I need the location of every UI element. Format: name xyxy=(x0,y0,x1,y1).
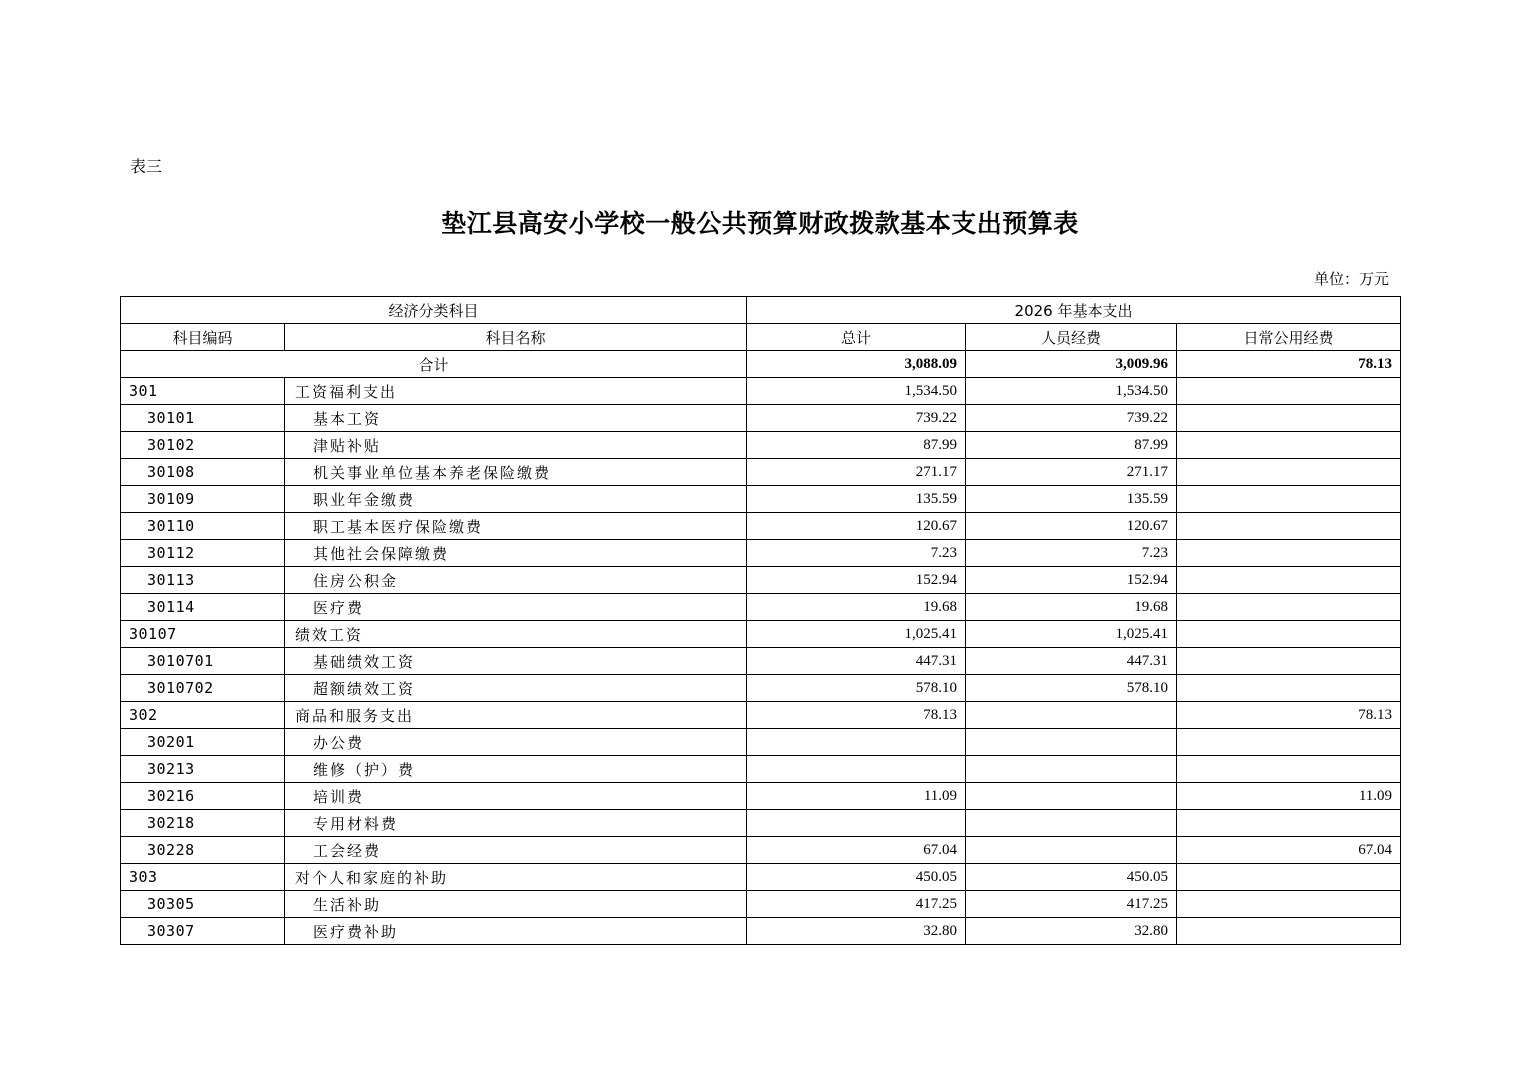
row-name: 其他社会保障缴费 xyxy=(285,540,747,567)
row-personnel: 7.23 xyxy=(966,540,1177,567)
row-personnel xyxy=(966,729,1177,756)
row-public xyxy=(1177,918,1401,945)
row-public xyxy=(1177,648,1401,675)
row-public: 11.09 xyxy=(1177,783,1401,810)
row-code: 3010701 xyxy=(121,648,285,675)
table-row xyxy=(121,837,1401,864)
row-public xyxy=(1177,675,1401,702)
table-row xyxy=(121,621,1401,648)
row-personnel: 1,534.50 xyxy=(966,378,1177,405)
row-public xyxy=(1177,432,1401,459)
row-total: 450.05 xyxy=(747,864,966,891)
document-title: 垫江县高安小学校一般公共预算财政拨款基本支出预算表 xyxy=(441,209,1079,238)
row-personnel: 271.17 xyxy=(966,459,1177,486)
row-name: 基本工资 xyxy=(285,405,747,432)
row-total: 447.31 xyxy=(747,648,966,675)
row-total: 1,025.41 xyxy=(747,621,966,648)
row-total: 120.67 xyxy=(747,513,966,540)
row-personnel: 32.80 xyxy=(966,918,1177,945)
row-personnel: 417.25 xyxy=(966,891,1177,918)
row-public xyxy=(1177,405,1401,432)
row-name: 基础绩效工资 xyxy=(285,648,747,675)
header-year-basic-expenditure: 2026 年基本支出 xyxy=(747,297,1401,324)
row-total: 417.25 xyxy=(747,891,966,918)
row-personnel: 1,025.41 xyxy=(966,621,1177,648)
row-total: 19.68 xyxy=(747,594,966,621)
header-total: 总计 xyxy=(747,324,966,351)
row-code: 30213 xyxy=(121,756,285,783)
row-personnel: 450.05 xyxy=(966,864,1177,891)
total-sum: 3,088.09 xyxy=(747,351,966,378)
row-total: 67.04 xyxy=(747,837,966,864)
row-code: 30114 xyxy=(121,594,285,621)
table-row xyxy=(121,918,1401,945)
row-code: 30201 xyxy=(121,729,285,756)
row-code: 30107 xyxy=(121,621,285,648)
row-code: 30109 xyxy=(121,486,285,513)
row-public xyxy=(1177,459,1401,486)
table-row xyxy=(121,513,1401,540)
row-code: 30216 xyxy=(121,783,285,810)
row-public xyxy=(1177,594,1401,621)
table-row xyxy=(121,810,1401,837)
header-classification: 经济分类科目 xyxy=(121,297,747,324)
row-personnel: 152.94 xyxy=(966,567,1177,594)
row-code: 30110 xyxy=(121,513,285,540)
row-personnel xyxy=(966,837,1177,864)
row-total: 11.09 xyxy=(747,783,966,810)
row-name: 医疗费补助 xyxy=(285,918,747,945)
row-public: 67.04 xyxy=(1177,837,1401,864)
row-total: 78.13 xyxy=(747,702,966,729)
row-code: 303 xyxy=(121,864,285,891)
row-name: 对个人和家庭的补助 xyxy=(285,864,747,891)
header-public: 日常公用经费 xyxy=(1177,324,1401,351)
table-row xyxy=(121,378,1401,405)
table-row xyxy=(121,756,1401,783)
total-row xyxy=(121,351,1401,378)
row-code: 30102 xyxy=(121,432,285,459)
row-code: 3010702 xyxy=(121,675,285,702)
table-row xyxy=(121,567,1401,594)
table-row xyxy=(121,891,1401,918)
row-total xyxy=(747,756,966,783)
row-name: 超额绩效工资 xyxy=(285,675,747,702)
unit-label: 单位：万元 xyxy=(1313,270,1389,288)
row-name: 机关事业单位基本养老保险缴费 xyxy=(285,459,747,486)
row-code: 301 xyxy=(121,378,285,405)
row-personnel: 135.59 xyxy=(966,486,1177,513)
total-label: 合计 xyxy=(121,351,747,378)
row-public xyxy=(1177,729,1401,756)
row-name: 工资福利支出 xyxy=(285,378,747,405)
table-row xyxy=(121,432,1401,459)
table-row xyxy=(121,405,1401,432)
row-name: 医疗费 xyxy=(285,594,747,621)
row-public xyxy=(1177,486,1401,513)
header-name: 科目名称 xyxy=(285,324,747,351)
row-name: 住房公积金 xyxy=(285,567,747,594)
row-code: 30101 xyxy=(121,405,285,432)
header-personnel: 人员经费 xyxy=(966,324,1177,351)
row-total: 739.22 xyxy=(747,405,966,432)
row-name: 专用材料费 xyxy=(285,810,747,837)
table-row xyxy=(121,702,1401,729)
row-personnel: 120.67 xyxy=(966,513,1177,540)
row-public xyxy=(1177,621,1401,648)
row-name: 生活补助 xyxy=(285,891,747,918)
total-personnel: 3,009.96 xyxy=(966,351,1177,378)
row-code: 30305 xyxy=(121,891,285,918)
row-public xyxy=(1177,567,1401,594)
row-name: 绩效工资 xyxy=(285,621,747,648)
row-name: 津贴补贴 xyxy=(285,432,747,459)
row-code: 30218 xyxy=(121,810,285,837)
row-name: 职业年金缴费 xyxy=(285,486,747,513)
budget-table xyxy=(120,296,1401,945)
row-code: 30228 xyxy=(121,837,285,864)
row-personnel: 739.22 xyxy=(966,405,1177,432)
row-personnel xyxy=(966,756,1177,783)
row-total xyxy=(747,729,966,756)
row-personnel: 87.99 xyxy=(966,432,1177,459)
row-code: 302 xyxy=(121,702,285,729)
row-name: 工会经费 xyxy=(285,837,747,864)
table-row xyxy=(121,540,1401,567)
row-total: 578.10 xyxy=(747,675,966,702)
table-row xyxy=(121,783,1401,810)
row-personnel xyxy=(966,702,1177,729)
row-code: 30108 xyxy=(121,459,285,486)
table-row xyxy=(121,486,1401,513)
row-personnel: 447.31 xyxy=(966,648,1177,675)
row-personnel xyxy=(966,783,1177,810)
header-code: 科目编码 xyxy=(121,324,285,351)
row-personnel: 578.10 xyxy=(966,675,1177,702)
table-number: 表三 xyxy=(130,157,163,176)
table-row xyxy=(121,675,1401,702)
row-public xyxy=(1177,864,1401,891)
table-row xyxy=(121,864,1401,891)
header-row-group xyxy=(121,297,1401,324)
row-code: 30307 xyxy=(121,918,285,945)
row-public xyxy=(1177,756,1401,783)
row-total: 7.23 xyxy=(747,540,966,567)
row-total: 135.59 xyxy=(747,486,966,513)
table-row xyxy=(121,729,1401,756)
row-total: 87.99 xyxy=(747,432,966,459)
row-name: 职工基本医疗保险缴费 xyxy=(285,513,747,540)
row-public xyxy=(1177,540,1401,567)
row-code: 30112 xyxy=(121,540,285,567)
row-total: 271.17 xyxy=(747,459,966,486)
row-public xyxy=(1177,891,1401,918)
header-row-columns xyxy=(121,324,1401,351)
row-total xyxy=(747,810,966,837)
table-row xyxy=(121,648,1401,675)
table-row xyxy=(121,594,1401,621)
total-public: 78.13 xyxy=(1177,351,1401,378)
row-total: 1,534.50 xyxy=(747,378,966,405)
row-personnel: 19.68 xyxy=(966,594,1177,621)
row-name: 商品和服务支出 xyxy=(285,702,747,729)
row-personnel xyxy=(966,810,1177,837)
row-public xyxy=(1177,810,1401,837)
row-public: 78.13 xyxy=(1177,702,1401,729)
row-code: 30113 xyxy=(121,567,285,594)
table-row xyxy=(121,459,1401,486)
row-total: 152.94 xyxy=(747,567,966,594)
row-name: 培训费 xyxy=(285,783,747,810)
row-public xyxy=(1177,513,1401,540)
row-name: 办公费 xyxy=(285,729,747,756)
row-public xyxy=(1177,378,1401,405)
row-total: 32.80 xyxy=(747,918,966,945)
row-name: 维修（护）费 xyxy=(285,756,747,783)
